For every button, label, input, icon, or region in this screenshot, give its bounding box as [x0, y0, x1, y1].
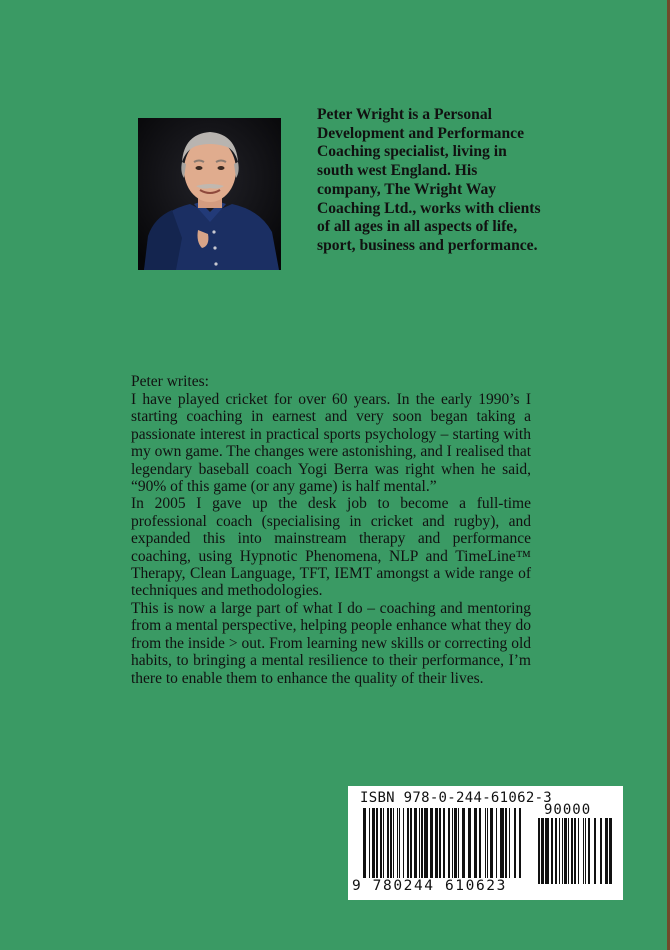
isbn-barcode	[348, 786, 623, 900]
barcode-main-bars	[363, 808, 523, 878]
paragraph: This is now a large part of what I do – coaching and mentoring from a mental perspective, helping people enhance what they do from the inside > out. From learning new skills or correcting old habits, to bringing a mental resilience to their performance, I’m there to enable them to enhance the quality of their lives.	[131, 599, 531, 687]
barcode-bar	[485, 808, 486, 878]
barcode-bar	[559, 818, 560, 884]
author-bio: Peter Wright is a Personal Development and Performance Coaching specialist, living in south west England. His company, The Wright Way Coaching Ltd., works with clients of all ages in all aspects of life, sport, business and performance.	[317, 106, 541, 254]
barcode-bar	[421, 808, 423, 878]
barcode-bar	[407, 808, 409, 878]
barcode-bar	[376, 808, 378, 878]
barcode-bar	[555, 818, 557, 884]
barcode-bar	[600, 818, 602, 884]
price-code: 90000	[544, 802, 592, 818]
barcode-addon-bars	[538, 818, 612, 884]
barcode-bar	[458, 808, 459, 878]
barcode-bar	[383, 808, 384, 878]
barcode-bar	[462, 808, 465, 878]
barcode-bar	[514, 808, 516, 878]
barcode-bar	[509, 808, 510, 878]
barcode-bar	[545, 818, 549, 884]
barcode-bar	[505, 808, 507, 878]
barcode-bar	[454, 808, 457, 878]
barcode-bar	[578, 818, 579, 884]
barcode-bar	[574, 818, 576, 884]
author-photo	[138, 118, 281, 270]
barcode-bar	[430, 808, 433, 878]
barcode-bar	[387, 808, 389, 878]
barcode-bar	[541, 818, 544, 884]
ean-digits: 9 780244 610623	[352, 878, 507, 894]
barcode-bar	[403, 808, 404, 878]
barcode-bar	[605, 818, 608, 884]
barcode-bar	[468, 808, 471, 878]
barcode-bar	[562, 818, 563, 884]
barcode-bar	[538, 818, 540, 884]
barcode-bar	[568, 818, 569, 884]
barcode-bar	[588, 818, 590, 884]
barcode-bar	[390, 808, 392, 878]
barcode-bar	[474, 808, 477, 878]
barcode-bar	[594, 818, 596, 884]
barcode-bar	[571, 818, 573, 884]
barcode-bar	[393, 808, 394, 878]
barcode-bar	[363, 808, 366, 878]
barcode-bar	[585, 818, 586, 884]
author-portrait-icon	[138, 118, 281, 270]
barcode-bar	[414, 808, 417, 878]
barcode-bar	[551, 818, 553, 884]
barcode-bar	[443, 808, 445, 878]
barcode-bar	[452, 808, 453, 878]
barcode-bar	[435, 808, 438, 878]
barcode-bar	[490, 808, 493, 878]
barcode-bar	[372, 808, 375, 878]
barcode-bar	[439, 808, 441, 878]
barcode-bar	[519, 808, 521, 878]
paragraph: I have played cricket for over 60 years. In the early 1990’s I starting coaching in earnest and very soon began taking a passionate interest in practical sports psychology – starting with my own game. The changes were astonishing, and I realised that legendary baseball coach Yogi Berra was right when he said, “90% of this game (or any game) is half mental.”	[131, 391, 532, 496]
barcode-bar	[496, 808, 497, 878]
author-statement	[131, 391, 531, 687]
paragraph: In 2005 I gave up the desk job to become a full-time professional coach (specialising in cricket and rugby), and expanded this into mainstream therapy and performance coaching, using Hypnotic Phenomena, NLP and TimeLine™ Therapy, Clean Language, TFT, IEMT amongst a wide range of techniques and methodologies.	[131, 495, 531, 600]
barcode-bar	[564, 818, 567, 884]
barcode-bar	[500, 808, 504, 878]
barcode-bar	[448, 808, 450, 878]
barcode-bar	[424, 808, 428, 878]
barcode-bar	[609, 818, 612, 884]
isbn-number: ISBN 978-0-244-61062-3	[360, 790, 553, 806]
writes-label: Peter writes:	[131, 373, 209, 390]
barcode-bar	[380, 808, 382, 878]
barcode-bar	[583, 818, 584, 884]
barcode-bar	[419, 808, 420, 878]
barcode-bar	[410, 808, 412, 878]
barcode-bar	[487, 808, 488, 878]
barcode-bar	[479, 808, 481, 878]
barcode-bar	[397, 808, 398, 878]
barcode-bar	[399, 808, 400, 878]
barcode-bar	[369, 808, 370, 878]
